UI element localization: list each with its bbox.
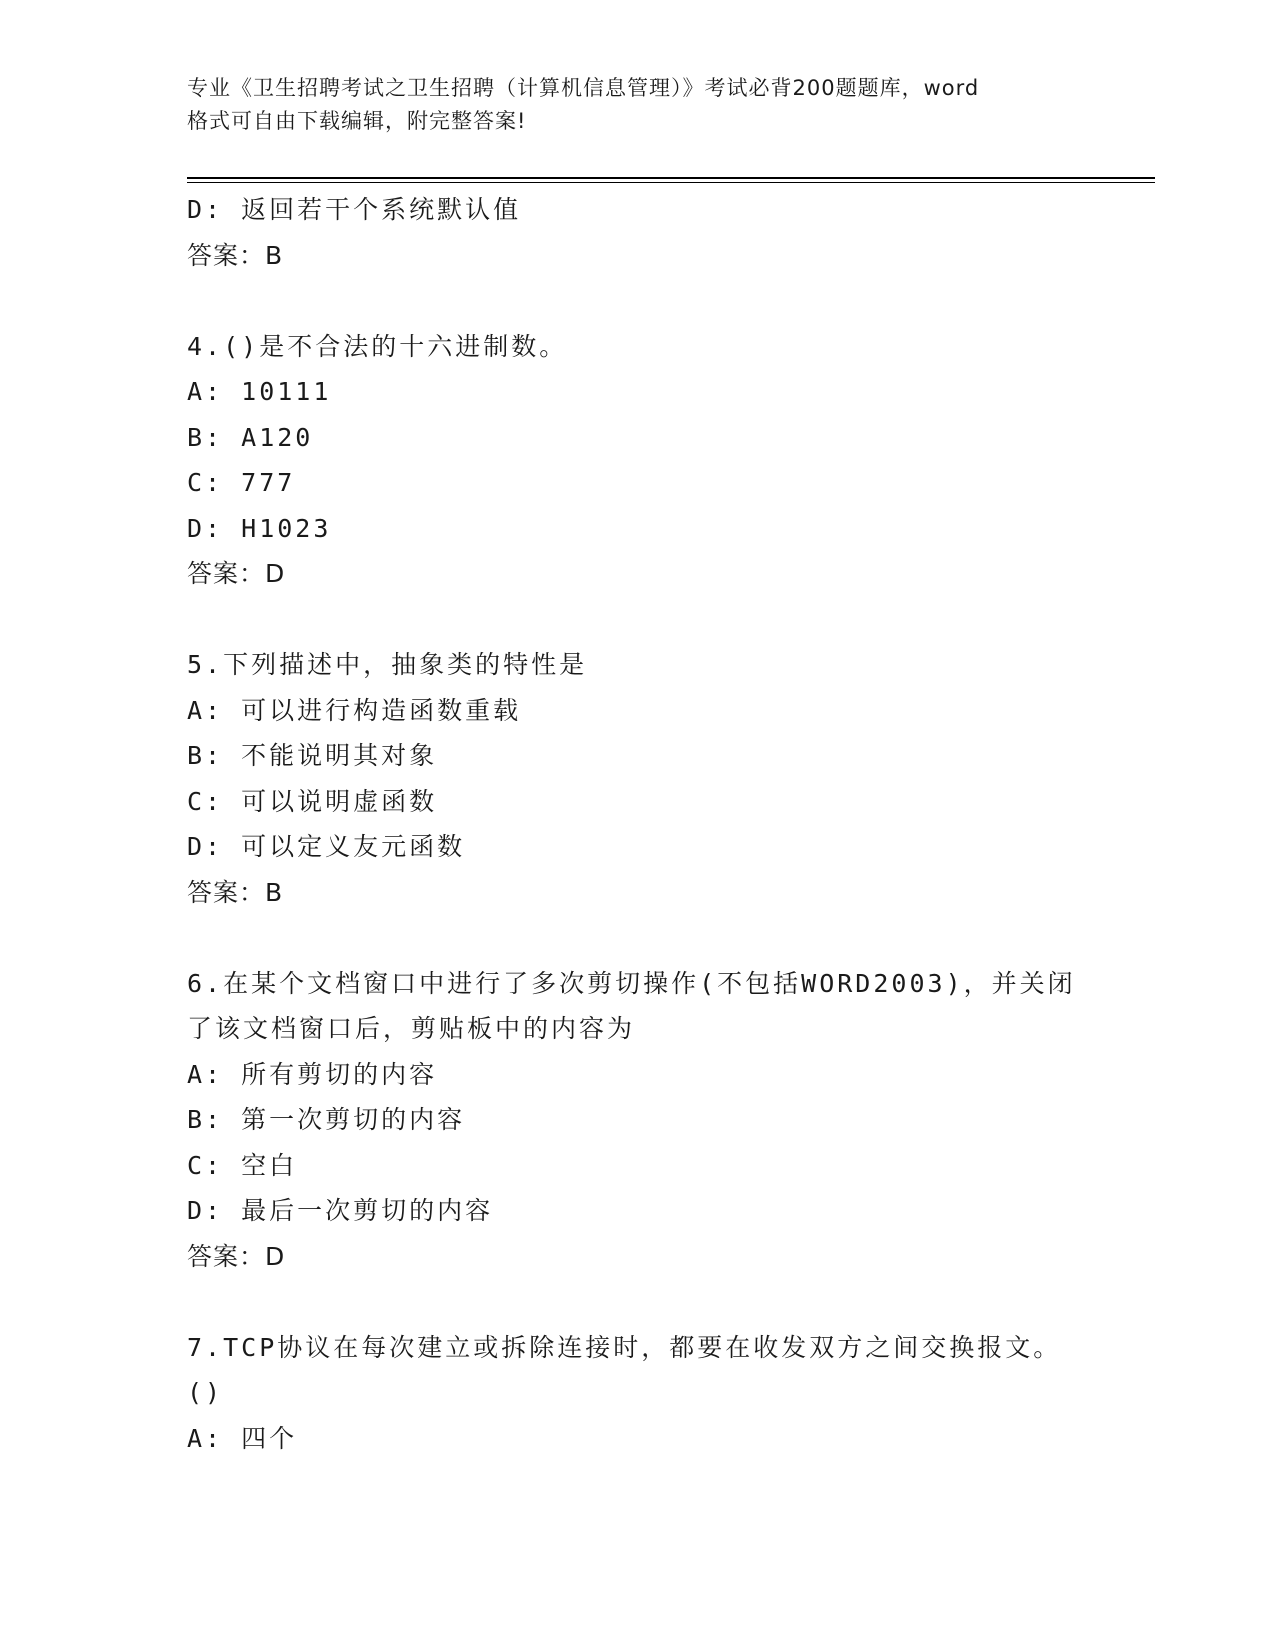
q5-option-c: C: 可以说明虚函数 — [187, 786, 438, 816]
header-divider-thick — [187, 177, 1155, 179]
q7-question-line-2: () — [187, 1378, 224, 1407]
q6-option-a: A: 所有剪切的内容 — [187, 1059, 438, 1089]
question-3-tail — [187, 187, 1087, 278]
header-divider-thin — [187, 182, 1155, 183]
q6-question-line-2: 了该文档窗口后，剪贴板中的内容为 — [187, 1014, 636, 1043]
question-5 — [187, 642, 1087, 915]
spacer — [187, 597, 1087, 643]
q4-question: 4.()是不合法的十六进制数。 — [187, 331, 568, 361]
q4-option-b: B: A120 — [187, 422, 314, 452]
spacer — [187, 1279, 1087, 1325]
q5-answer: 答案：B — [187, 877, 284, 907]
header-line-2: 格式可自由下载编辑，附完整答案! — [187, 109, 527, 133]
header-line-1: 专业《卫生招聘考试之卫生招聘（计算机信息管理）》考试必背200题题库，word — [187, 76, 980, 100]
spacer — [187, 278, 1087, 324]
q4-option-d: D: H1023 — [187, 513, 332, 543]
q5-option-a: A: 可以进行构造函数重载 — [187, 695, 522, 725]
question-4 — [187, 324, 1087, 597]
q5-option-d: D: 可以定义友元函数 — [187, 832, 466, 861]
q6-answer: 答案：D — [187, 1241, 286, 1271]
q5-question: 5.下列描述中，抽象类的特性是 — [187, 650, 588, 679]
q3-answer: 答案：B — [187, 240, 284, 270]
q7-question-line-1: 7.TCP协议在每次建立或拆除连接时，都要在收发双方之间交换报文。 — [187, 1332, 1062, 1362]
q4-option-c: C: 777 — [187, 468, 296, 497]
spacer — [187, 915, 1087, 961]
question-6 — [187, 961, 1087, 1280]
q4-answer: 答案：D — [187, 559, 286, 588]
question-7 — [187, 1325, 1087, 1462]
q5-option-b: B: 不能说明其对象 — [187, 741, 438, 770]
question-list — [187, 187, 1087, 1461]
document-header — [187, 72, 1087, 138]
q6-option-d: D: 最后一次剪切的内容 — [187, 1196, 494, 1225]
q6-option-c: C: 空白 — [187, 1150, 298, 1180]
q6-option-b: B: 第一次剪切的内容 — [187, 1105, 466, 1134]
q6-question-line-1: 6.在某个文档窗口中进行了多次剪切操作(不包括WORD2003)，并关闭 — [187, 968, 1076, 998]
q4-option-a: A: 10111 — [187, 377, 332, 406]
q3-option-d: D: 返回若干个系统默认值 — [187, 195, 522, 224]
q7-option-a: A: 四个 — [187, 1423, 298, 1453]
